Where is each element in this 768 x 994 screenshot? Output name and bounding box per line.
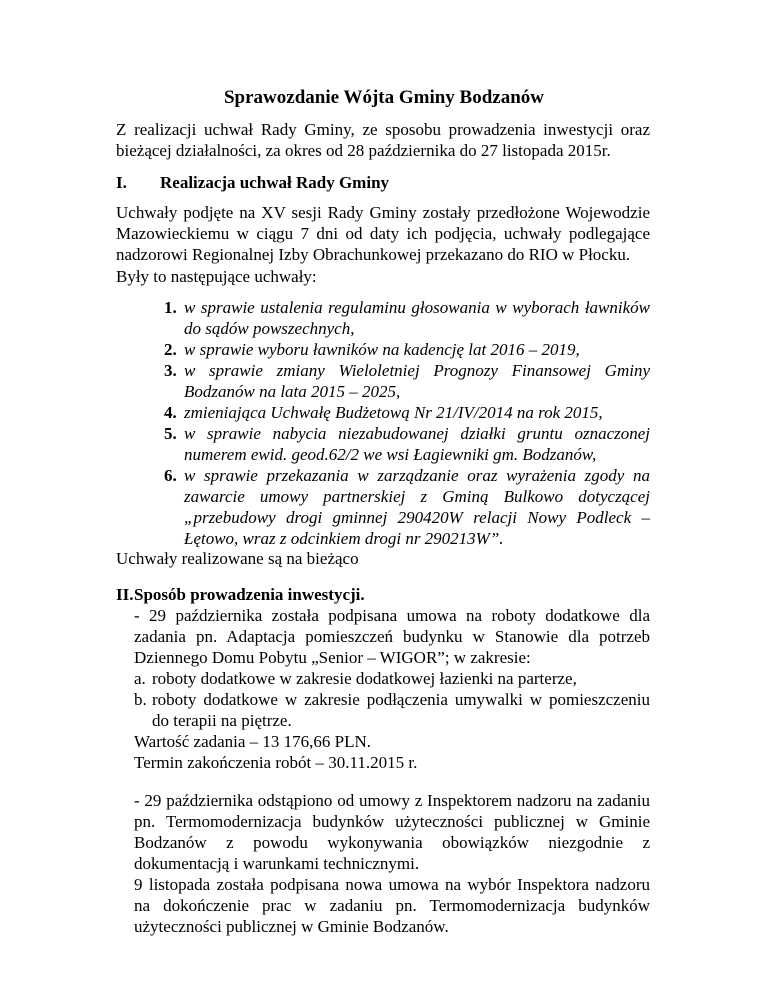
list-item [164, 423, 650, 465]
item-text: w sprawie przekazania w zarządzanie oraz wyrażenia zgody na zawarcie umowy partnerskiej z Gminą Bulkowo dotyczącej „przebudowy drogi gminnej 290420W relacji Nowy Podleck – Łętowo, wraz z odcinkiem drogi nr 290213W”. [184, 466, 650, 548]
item-number: 1. [164, 298, 177, 317]
section-2-title: Sposób prowadzenia inwestycji. [134, 585, 365, 604]
intro-paragraph: Z realizacji uchwał Rady Gminy, ze sposobu prowadzenia inwestycji oraz bieżącej działalności, za okres od 28 października do 27 listopada 2015r. [116, 120, 650, 160]
sub-text: roboty dodatkowe w zakresie dodatkowej łazienki na parterze, [152, 669, 577, 688]
section-2-sub-b [134, 689, 650, 731]
sub-letter: a. [134, 669, 146, 688]
item-number: 5. [164, 424, 177, 443]
section-2-number: II. [116, 585, 134, 604]
section-1-closing: Uchwały realizowane są na bieżąco [116, 549, 359, 568]
item-text: w sprawie ustalenia regulaminu głosowania w wyborach ławników do sądów powszechnych, [184, 298, 650, 338]
item-text: zmieniająca Uchwałę Budżetową Nr 21/IV/2014 na rok 2015, [184, 403, 603, 422]
sub-letter: b. [134, 690, 147, 709]
list-item [164, 297, 650, 339]
list-item [164, 465, 650, 549]
item-number: 6. [164, 466, 177, 485]
list-item [164, 402, 650, 423]
list-intro: Były to następujące uchwały: [116, 267, 317, 286]
section-2-item-3: 9 listopada została podpisana nowa umowa na wybór Inspektora nadzoru na dokończenie prac w zadaniu pn. Termomodernizacja budynków użyteczności publicznej w Gminie Bodzanów. [134, 875, 650, 936]
item-text: w sprawie zmiany Wieloletniej Prognozy Finansowej Gminy Bodzanów na lata 2015 – 2025, [184, 361, 650, 401]
resolutions-list [164, 297, 650, 549]
item-number: 4. [164, 403, 177, 422]
spacer [134, 773, 650, 790]
section-2-body [134, 584, 650, 937]
item-text: w sprawie wyboru ławników na kadencję lat 2016 – 2019, [184, 340, 580, 359]
list-item [164, 339, 650, 360]
item-number: 3. [164, 361, 177, 380]
section-2-sub-a [134, 668, 650, 689]
section-2-deadline: Termin zakończenia robót – 30.11.2015 r. [134, 753, 418, 772]
page-title: Sprawozdanie Wójta Gminy Bodzanów [223, 87, 545, 108]
section-1-paragraph: Uchwały podjęte na XV sesji Rady Gminy zostały przedłożone Wojewodzie Mazowieckiemu w ciągu 7 dni od daty ich podjęcia, uchwały podlegające nadzorowi Regionalnej Izby Obrachunkowej przekazano do RIO w Płocku. [116, 203, 650, 264]
section-1-title: Realizacja uchwał Rady Gminy [160, 173, 390, 192]
list-item [164, 360, 650, 402]
item-number: 2. [164, 340, 177, 359]
sub-text: roboty dodatkowe w zakresie podłączenia umywalki w pomieszczeniu do terapii na piętrze. [152, 690, 650, 730]
section-2-value: Wartość zadania – 13 176,66 PLN. [134, 732, 372, 751]
item-text: w sprawie nabycia niezabudowanej działki gruntu oznaczonej numerem ewid. geod.62/2 we wsi Łagiewniki gm. Bodzanów, [184, 424, 650, 464]
section-2-item-1: - 29 października została podpisana umowa na roboty dodatkowe dla zadania pn. Adaptacja pomieszczeń budynku w Stanowie dla potrzeb Dziennego Domu Pobytu „Senior – WIGOR”; w zakresie: [134, 606, 650, 667]
section-2-item-2: - 29 października odstąpiono od umowy z Inspektorem nadzoru na zadaniu pn. Termomodernizacja budynków użyteczności publicznej w Gminie Bodzanów z powodu wykonywania obowiązków niezgodnie z dokumentacją i warunkami technicznymi. [134, 791, 650, 873]
section-1-number: I. [116, 173, 127, 192]
